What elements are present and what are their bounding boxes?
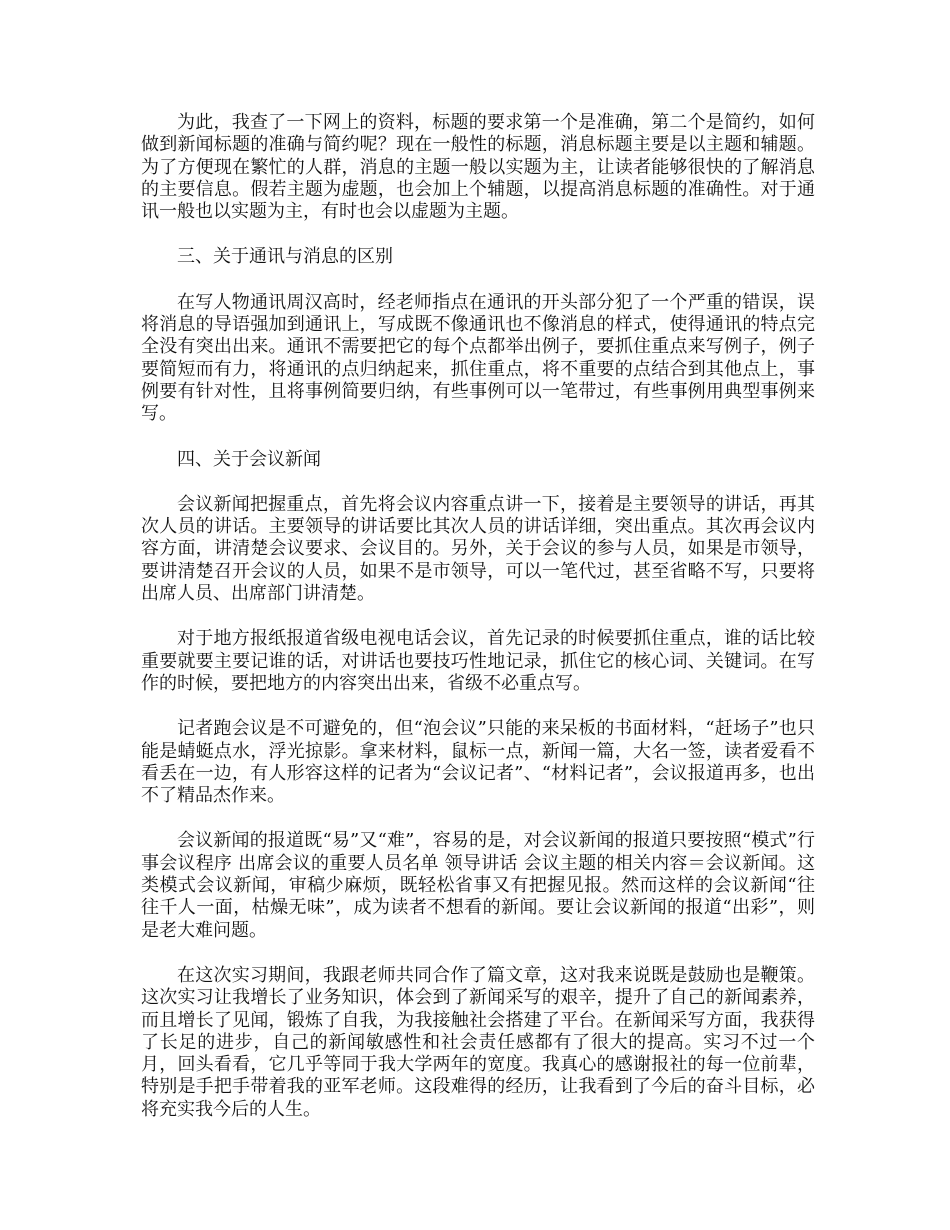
paragraph-internship-summary: 在这次实习期间，我跟老师共同合作了篇文章，这对我来说既是鼓励也是鞭策。这次实习让我增长了业务知识，体会到了新闻采写的艰辛，提升了自己的新闻素养，而且增长了见闻，锻炼了自我，为我接触社会搭建了平台。在新闻采写方面，我获得了长足的进步，自己的新闻敏感性和社会责任感都有了很大的提高。实习不过一个月，回头看看，它几乎等同于我大学两年的宽度。我真心的感谢报社的每一位前辈，特别是手把手带着我的亚军老师。这段难得的经历，让我看到了今后的奋斗目标，必将充实我今后的人生。 — [141, 964, 815, 1120]
paragraph-correspondence-writing: 在写人物通讯周汉高时，经老师指点在通讯的开头部分犯了一个严重的错误，误将消息的导语强加到通讯上，写成既不像通讯也不像消息的样式，使得通讯的特点完全没有突出出来。通讯不需要把它的每个点都举出例子，要抓住重点来写例子，例子要简短而有力，将通讯的点归纳起来，抓住重点，将不重要的点结合到其他点上，事例要有针对性，且将事例简要归纳，有些事例可以一笔带过，有些事例用典型事例来写。 — [141, 291, 815, 425]
paragraph-provincial-conference: 对于地方报纸报道省级电视电话会议，首先记录的时候要抓住重点，谁的话比较重要就要主要记谁的话，对讲话也要技巧性地记录，抓住它的核心词、关键词。在写作的时候，要把地方的内容突出出来，省级不必重点写。 — [141, 628, 815, 694]
document-body — [141, 112, 815, 1121]
section-heading-meeting-news: 四、关于会议新闻 — [177, 448, 321, 470]
paragraph-meeting-news-easy-hard: 会议新闻的报道既“易”又“难”，容易的是，对会议新闻的报道只要按照“模式”行事会议程序 出席会议的重要人员名单 领导讲话 会议主题的相关内容＝会议新闻。这类模式会议新闻，审稿少麻烦，既轻松省事又有把握见报。然而这样的会议新闻“往往千人一面，枯燥无味”，成为读者不想看的新闻。要让会议新闻的报道“出彩”，则是老大难问题。 — [141, 830, 815, 941]
paragraph-meeting-news-focus: 会议新闻把握重点，首先将会议内容重点讲一下，接着是主要领导的讲话，再其次人员的讲话。主要领导的讲话要比其次人员的讲话详细，突出重点。其次再会议内容方面，讲清楚会议要求、会议目的。另外，关于会议的参与人员，如果是市领导，要讲清楚召开会议的人员，如果不是市领导，可以一笔代过，甚至省略不写，只要将出席人员、出席部门讲清楚。 — [141, 493, 815, 605]
paragraph-headline-requirements: 为此，我查了一下网上的资料，标题的要求第一个是准确，第二个是简约，如何做到新闻标题的准确与简约呢？现在一般性的标题，消息标题主要是以主题和辅题。为了方便现在繁忙的人群，消息的主题一般以实题为主，让读者能够很快的了解消息的主要信息。假若主题为虚题，也会加上个辅题，以提高消息标题的准确性。对于通讯一般也以实题为主，有时也会以虚题为主题。 — [141, 112, 815, 223]
paragraph-reporters-meetings: 记者跑会议是不可避免的，但“泡会议”只能的来呆板的书面材料，“赶场子”也只能是蜻蜓点水，浮光掠影。拿来材料，鼠标一点，新闻一篇，大名一签，读者爱看不看丢在一边，有人形容这样的记者为“会议记者”、“材料记者”，会议报道再多，也出不了精品杰作来。 — [141, 718, 815, 807]
section-heading-correspondence-vs-news: 三、关于通讯与消息的区别 — [177, 246, 393, 268]
